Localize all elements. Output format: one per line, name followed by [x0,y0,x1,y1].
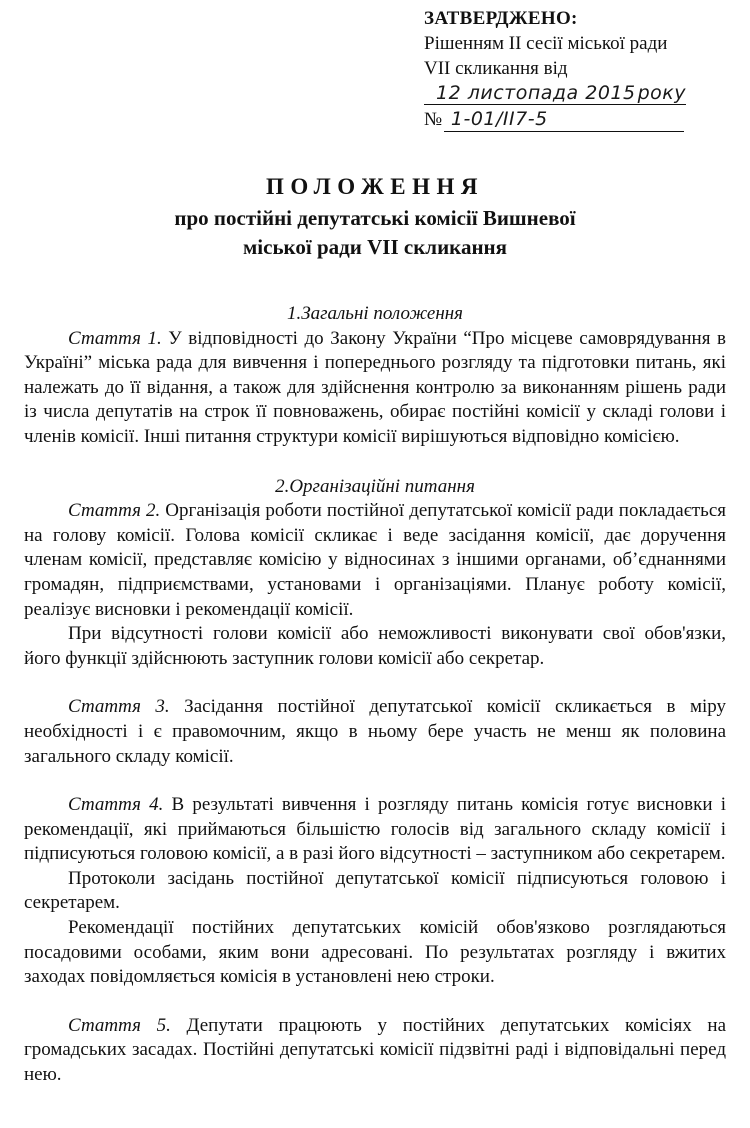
approval-number-handwritten: 1-01/II7-5 [450,108,548,130]
section-2-title: 2.Організаційні питання [275,475,475,497]
approval-block [424,6,724,133]
document-subtitle [0,204,750,262]
article-4-text: В результаті вивчення і розгляду питань комісія готує висновки і рекомендації, які приймаються більшістю голосів від загального складу комісії і підписуються головою комісії, а в разі його відсутності – заступником або секретарем. [24,794,726,865]
document-title: ПОЛОЖЕННЯ [265,174,485,199]
article-1-text: У відповідності до Закону України “Про місцеве самоврядування в Україні” міська рада для вивчення і попереднього розгляду та підготовки питань, які належать до її відання, а також для здійснення контролю за виконанням рішень ради із числа депутатів на строк її повноважень, обирає постійні комісії у складі голови і членів комісії. Інші питання структури комісії вирішуються відповідно комісією. [24,327,726,447]
approval-convocation-line: VІІ скликання від [424,58,568,79]
section-1-title: 1.Загальні положення [286,303,464,324]
article-5-text: Депутати працюють у постійних депутатських комісіях на громадських засадах. Постійні депутатські комісії підзвітні раді і відповідальні перед нею. [24,1014,726,1086]
article-5-label: Стаття 5. [68,1014,171,1036]
article-4-label: Стаття 4. [68,794,164,816]
approval-number-line [424,107,724,133]
approval-year-suffix: року [637,82,686,104]
number-underline [444,131,684,132]
article-2-label: Стаття 2. [68,500,161,522]
article-2-paragraph-2: При відсутності голови комісії або неможливості виконувати свої обов'язки, його функції здійснюють заступник голови комісії або секретар. [24,623,726,669]
article-1-label: Стаття 1. [68,327,162,349]
article-1 [24,327,726,450]
article-2-text: Організація роботи постійної депутатської комісії ради покладається на голову комісії. Голова комісії скликає і веде засідання комісії, дає доручення членам комісії, представляє комісію у відносинах з іншими органами, об’єднаннями громадян, підприємствами, установами і організаціями. Планує роботу комісії, реалізує висновки і рекомендації комісії. [24,500,727,620]
article-3-text: Засідання постійної депутатської комісії скликається в міру необхідності і є правомочним, якщо в ньому бере участь не менш як половина загального складу комісії. [24,696,726,767]
approval-date-line [424,81,724,107]
document-subtitle-line1: про постійні депутатські комісії Вишневої [174,206,576,230]
approval-decision-line: Рішенням ІІ сесії міської ради [424,33,668,54]
article-3-label: Стаття 3. [68,696,170,718]
approval-date-handwritten: 12 листопада 2015 [436,82,636,104]
article-3 [24,695,726,769]
document-body [24,302,726,1088]
article-5 [24,1014,726,1088]
article-4-paragraph-2: Протоколи засідань постійної депутатської комісії підписуються головою і секретарем. [24,867,726,914]
article-4-paragraph-3: Рекомендації постійних депутатських комісій обов'язково розглядаються посадовими особами, яким вони адресовані. По результатах розгляду і вжитих заходах повідомляється комісія в установлені нею строки. [24,917,726,988]
article-2 [24,499,726,622]
approval-number-prefix: № [424,109,443,130]
date-underline [424,104,686,105]
article-4 [24,793,726,867]
approval-heading: ЗАТВЕРДЖЕНО: [424,8,578,29]
document-subtitle-line2: міської ради VІІ скликання [242,235,508,259]
